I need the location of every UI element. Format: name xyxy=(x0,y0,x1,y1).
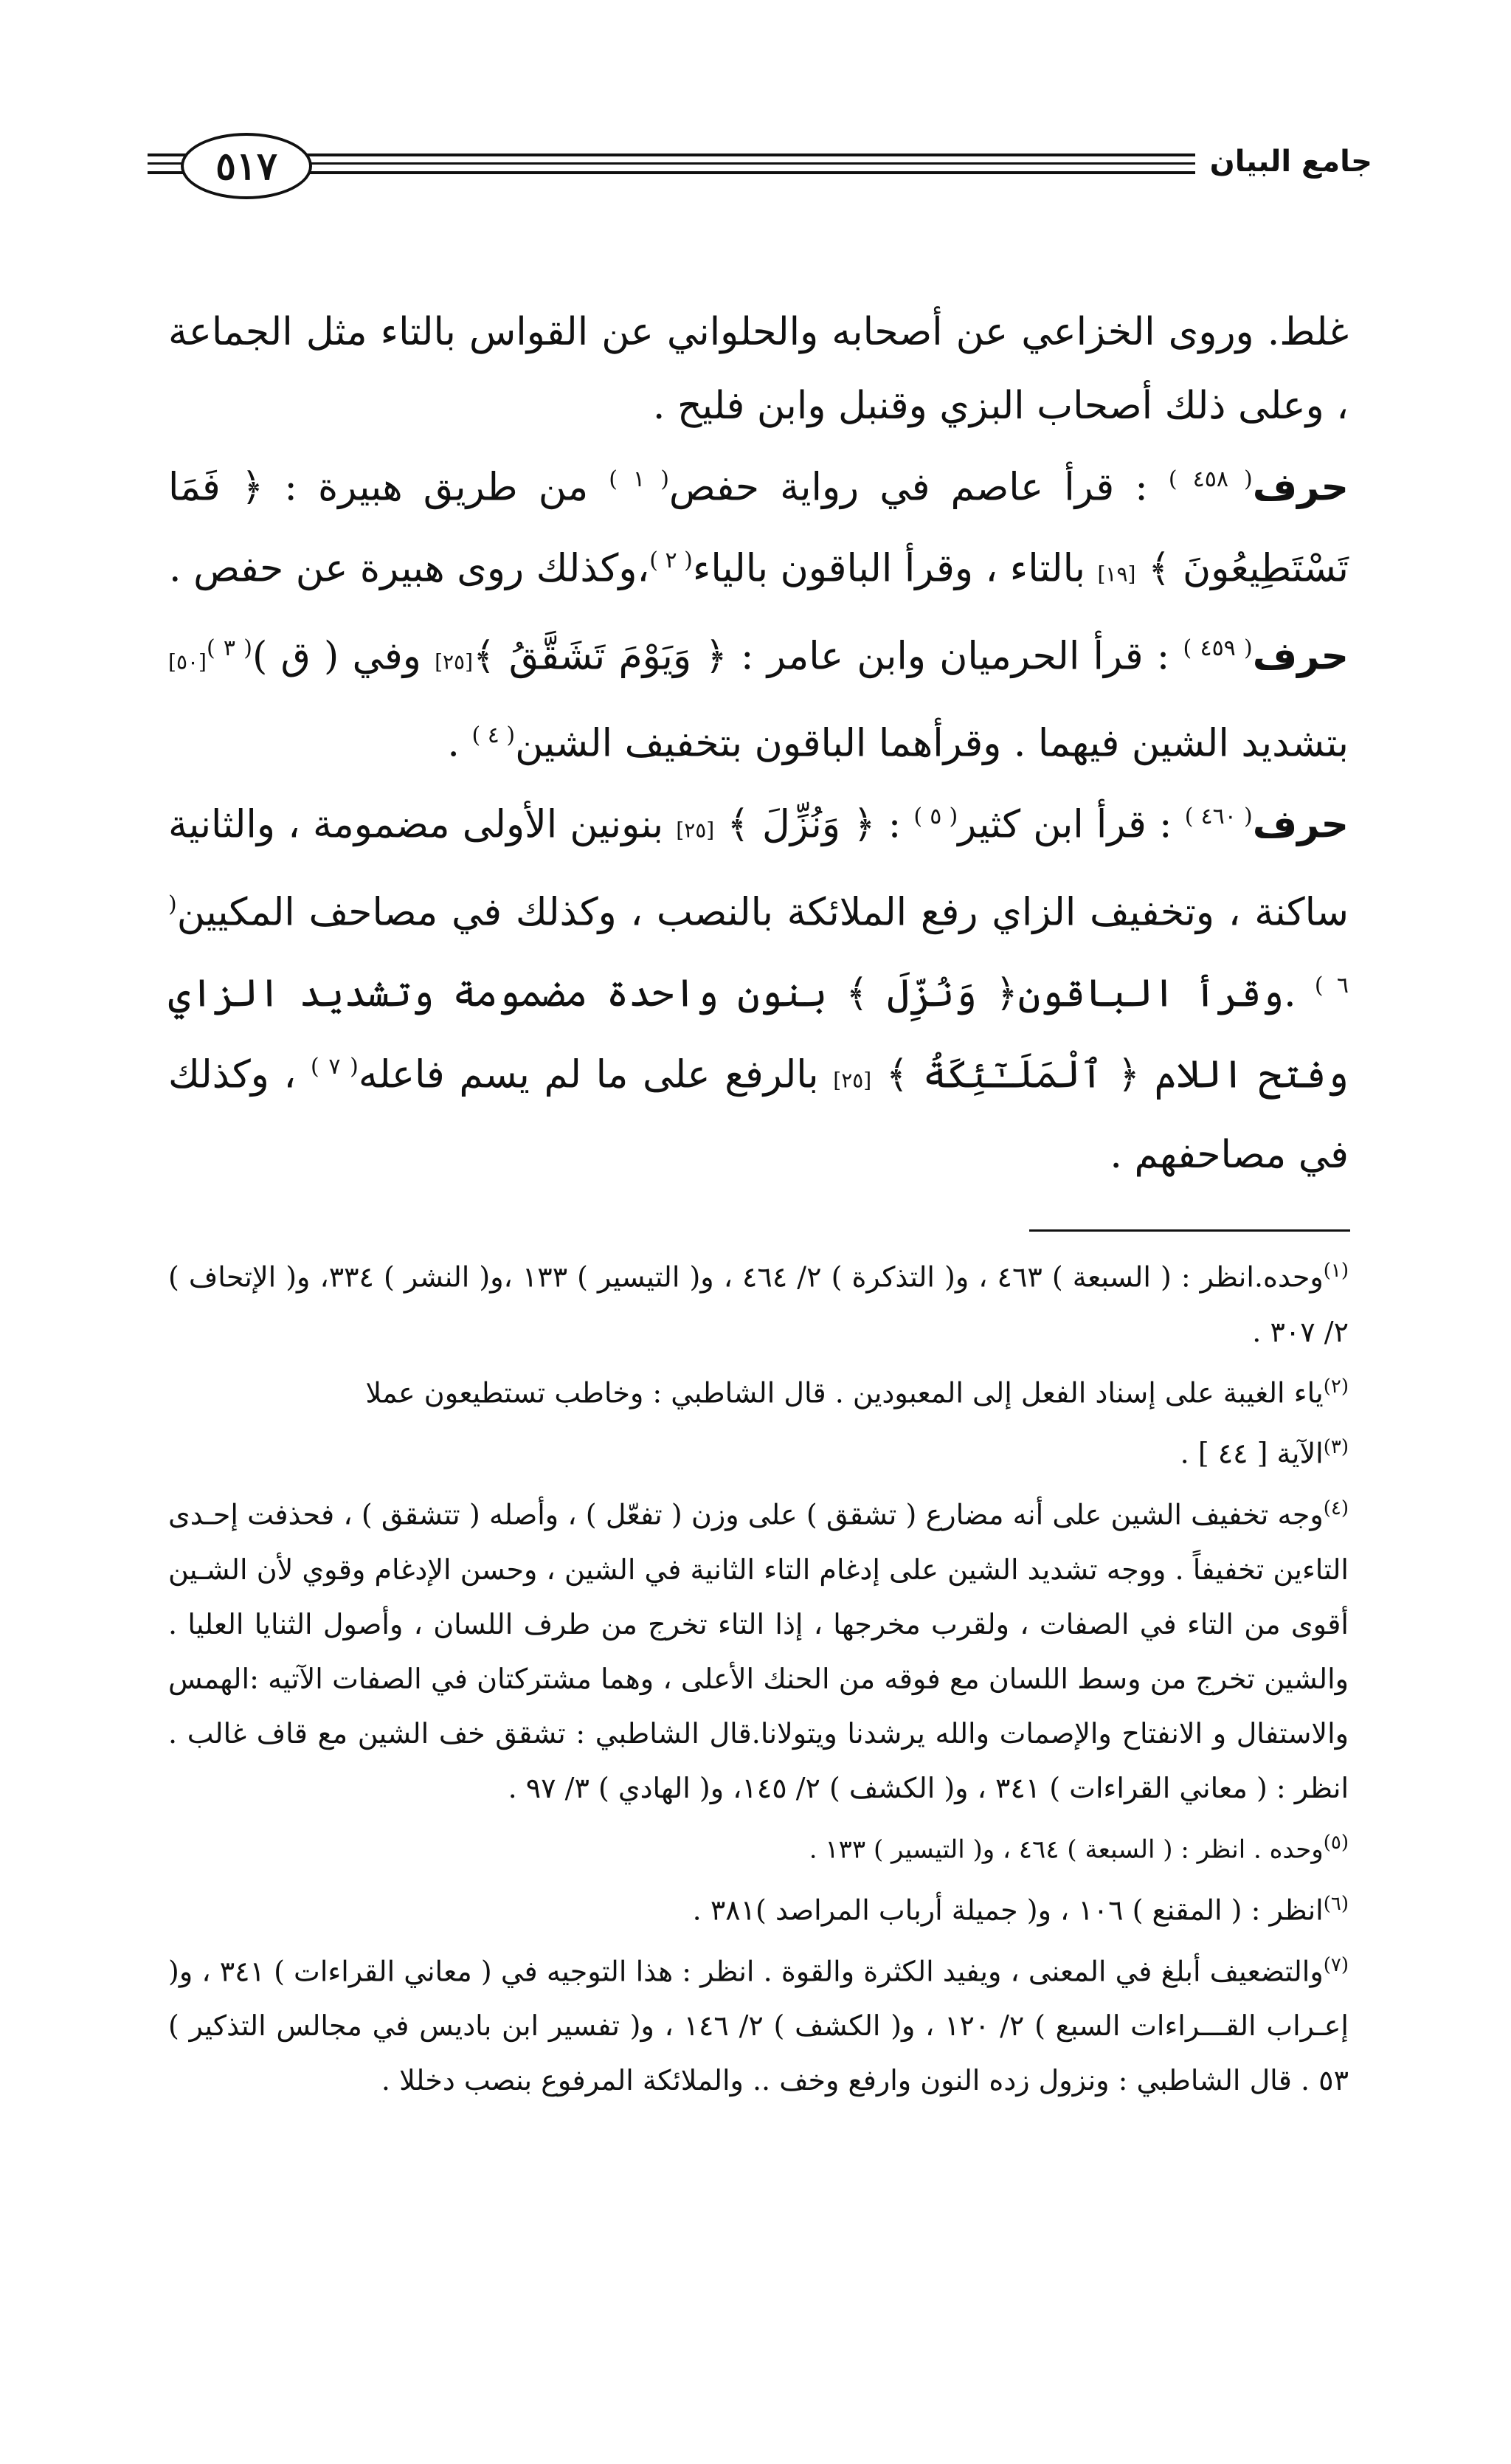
body-text: : قرأ عاصم في رواية حفص xyxy=(668,465,1169,510)
footnote-text: وجه تخفيف الشين على أنه مضارع ( تشقق ) على وزن ( تفعّل ) ، وأصله ( تتشقق ) ، فحذفت إحـدى التاءين تخفيفاً . ووجه تشديد الشين على إدغام التاء الثانية في الشين ، وحسن الإدغام وقوي لأن الشـين أقوى من التاء في الصفات ، ولقرب مخرجها ، إذا التاء تخرج من طرف اللسان ، وأصول الثنايا العليا . والشين تخرج من وسط اللسان مع فوقه من الحنك الأعلى ، وهما مشتركتان في الصفات الآتيه :الهمس والاستفال و الانفتاح والإصمات والله يرشدنا ويتولانا.قال الشاطبي : تشقق خف الشين مع قاف غالب . انظر : ( معاني القراءات ) ٣٤١ ، و( الكشف ) ٢/ ١٤٥، و( الهادي ) ٣/ ٩٧ . xyxy=(168,1498,1349,1804)
body-text: بنونين الأولى مضمومة ، والثانية ساكنة ، وتخفيف الزاي رفع الملائكة بالنصب ، وكذلك في مصاحف المكيين xyxy=(168,802,1349,934)
footnote xyxy=(168,1877,1349,1938)
footnote-text: الآية [ ٤٤ ] . xyxy=(1180,1437,1324,1470)
footnote-separator xyxy=(1029,1229,1350,1232)
footnote-number: (٤) xyxy=(1323,1497,1349,1519)
body-text: بتشديد الشين فيهما . وقرأهما الباقون بتخفيف الشين xyxy=(515,721,1349,766)
verse-number: [١٩] xyxy=(1097,562,1136,587)
verse-number: [٢٥] xyxy=(676,818,715,843)
footnote-text: والتضعيف أبلغ في المعنى ، ويفيد الكثرة والقوة . انظر : هذا التوجيه في ( معاني القراءات ) ٣٤١ ، و( إعـراب القـــراءات السبع ) ٢/ ١٢٠ ، و( الكشف ) ٢/ ١٤٦ ، و( تفسير ابن باديس في مجالس التذكير ) ٥٣ . قال الشاطبي : ونزول زده النون وارفع وخف .. والملائكة المرفوع بنصب دخللا . xyxy=(168,1955,1349,2097)
body-text: وفي ( ق ) xyxy=(252,633,435,678)
footnote-number: (٢) xyxy=(1323,1375,1349,1398)
body-text: . xyxy=(447,721,472,766)
footnote-reference: ( ٦ ) xyxy=(168,891,1349,998)
footnote xyxy=(168,1481,1349,1815)
footnote-text: وحده.انظر : ( السبعة ) ٤٦٣ ، و( التذكرة ) ٢/ ٤٦٤ ، و( التيسير ) ١٣٣ ،و( النشر ) ٣٣٤، و( الإتحاف ) ٢/ ٣٠٧ . xyxy=(168,1260,1349,1348)
paragraph xyxy=(168,780,1349,1191)
header-rule xyxy=(148,153,1372,156)
body-text: ،وكذلك روى هبيرة عن حفص . xyxy=(169,546,650,591)
body-text: من طريق هبيرة : ﴿ فَمَا تَسْتَطِيعُونَ ﴾ xyxy=(168,465,1349,591)
body-text: : ﴿ وَنُزِّلَ ﴾ xyxy=(714,802,914,847)
footnote-text: ياء الغيبة على إسناد الفعل إلى المعبودين . قال الشاطبي : وخاطب تستطيعون عملا xyxy=(365,1376,1324,1409)
harf-heading: حرف xyxy=(1252,633,1349,678)
footnote-reference: ( ٧ ) xyxy=(310,1054,359,1080)
footnote-number: (٧) xyxy=(1323,1953,1349,1976)
paragraph xyxy=(168,295,1349,443)
footnote xyxy=(168,1359,1349,1421)
footnote-text: انظر : ( المقنع ) ١٠٦ ، و( جميلة أرباب المراصد )٣٨١ . xyxy=(692,1894,1324,1927)
footnote-reference: ( ٣ ) xyxy=(206,635,252,661)
book-title: جامع البيان xyxy=(1195,136,1372,187)
body-text: .وقرأ الباقون﴿ وَنُزِّلَ ﴾ بنون واحدة مضمومة وتشديد الزاي وفتح اللام ﴿ ٱلْمَلَـٰٓئِكَةُ ﴾ xyxy=(168,971,1349,1097)
paragraph xyxy=(168,612,1349,781)
footnote-reference: ( ٤٦٠ ) xyxy=(1184,804,1253,830)
paragraph xyxy=(168,443,1349,612)
header-rule xyxy=(148,162,1372,165)
page-header xyxy=(148,133,1372,199)
footnote xyxy=(168,1420,1349,1481)
verse-number: [٥٠] xyxy=(168,649,207,674)
footnote xyxy=(168,1815,1349,1877)
footnote-number: (٥) xyxy=(1323,1831,1349,1854)
footnote-reference: ( ٤٥٩ ) xyxy=(1183,635,1253,661)
main-text xyxy=(168,295,1349,1192)
footnote-number: (٦) xyxy=(1323,1892,1349,1915)
body-text: بالتاء ، وقرأ الباقون بالياء xyxy=(692,546,1098,591)
footnote-reference: ( ٤٥٨ ) xyxy=(1168,466,1253,492)
body-text: : قرأ الحرميان وابن عامر : ﴿ وَيَوْمَ تَشَقَّقُ ﴾ xyxy=(473,633,1183,678)
footnotes xyxy=(168,1243,1349,2108)
footnote-reference: ( ٥ ) xyxy=(913,804,958,830)
footnote-number: (١) xyxy=(1323,1260,1349,1282)
footnote xyxy=(168,1938,1349,2108)
footnote-reference: ( ١ ) xyxy=(609,466,669,492)
footnote-reference: ( ٤ ) xyxy=(471,722,516,748)
harf-heading: حرف xyxy=(1252,802,1349,847)
footnote-number: (٣) xyxy=(1323,1436,1349,1459)
body-text: غلط. وروى الخزاعي عن أصحابه والحلواني عن القواس بالتاء مثل الجماعة ، وعلى ذلك أصحاب البزي وقنبل وابن فليح . xyxy=(168,310,1349,428)
harf-heading: حرف xyxy=(1252,465,1349,510)
page-number: ٥١٧ xyxy=(181,133,312,199)
footnote-text: وحده . انظر : ( السبعة ) ٤٦٤ ، و( التيسير ) ١٣٣ . xyxy=(809,1834,1324,1864)
body-text: : قرأ ابن كثير xyxy=(958,802,1185,847)
body-text: بالرفع على ما لم يسم فاعله xyxy=(358,1052,834,1097)
body-text: ، وكذلك في مصاحفهم . xyxy=(168,1052,1349,1177)
footnote-reference: ( ٢ ) xyxy=(649,548,693,574)
verse-number: [٢٥] xyxy=(833,1068,872,1093)
header-rule xyxy=(148,171,1372,174)
footnote xyxy=(168,1243,1349,1359)
verse-number: [٢٥] xyxy=(435,649,474,674)
